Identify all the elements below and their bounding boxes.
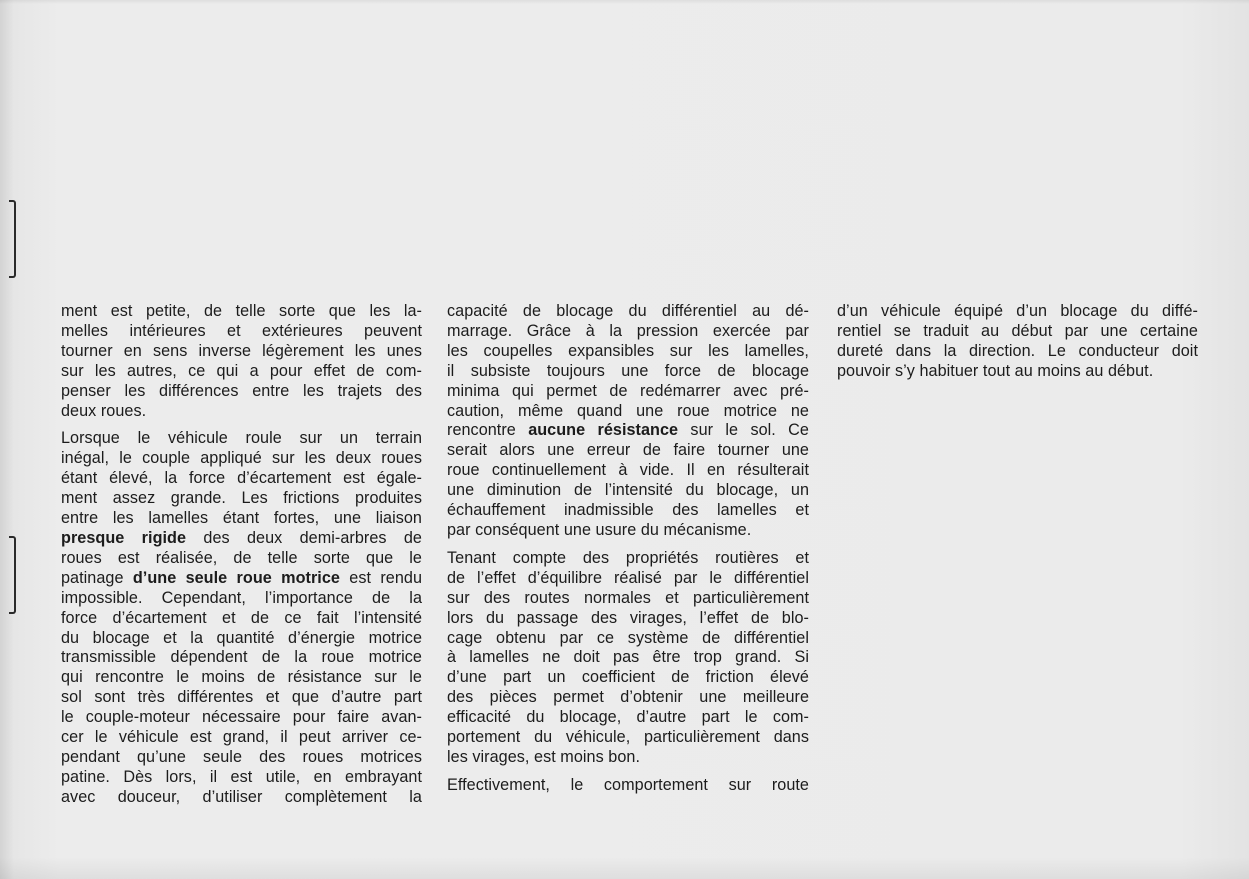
text-line bbox=[61, 728, 422, 748]
text-line bbox=[61, 322, 422, 342]
paragraph bbox=[447, 549, 809, 768]
paragraph bbox=[61, 302, 422, 421]
text-run: entre les lamelles étant fortes, une liaison bbox=[61, 509, 422, 528]
text-line bbox=[61, 589, 422, 609]
text-run: patinage bbox=[61, 568, 133, 587]
text-column-3 bbox=[837, 302, 1198, 390]
text-line bbox=[447, 322, 809, 342]
text-run: cage obtenu par ce système de différentiel bbox=[447, 628, 809, 647]
text-line bbox=[447, 402, 809, 422]
text-run: serait alors une erreur de faire tourner une bbox=[447, 441, 809, 460]
text-run: transmissible dépendent de la roue motrice bbox=[61, 648, 422, 667]
text-run: est rendu bbox=[339, 568, 423, 587]
text-run: de l’effet d’équilibre réalisé par le différentiel bbox=[447, 568, 809, 587]
text-line bbox=[447, 501, 809, 521]
text-run: sol sont très différentes et que d’autre part bbox=[61, 688, 422, 707]
text-line bbox=[447, 708, 809, 728]
text-line bbox=[447, 668, 809, 688]
text-line bbox=[447, 342, 809, 362]
text-line bbox=[837, 362, 1198, 382]
text-run: penser les différences entre les trajets des bbox=[61, 381, 422, 400]
text-line bbox=[447, 688, 809, 708]
text-line bbox=[61, 629, 422, 649]
text-line bbox=[837, 322, 1198, 342]
text-line bbox=[447, 481, 809, 501]
text-line bbox=[61, 549, 422, 569]
text-line bbox=[61, 489, 422, 509]
text-run: melles intérieures et extérieures peuvent bbox=[61, 321, 422, 340]
text-line bbox=[447, 776, 809, 796]
text-line bbox=[837, 302, 1198, 322]
text-run: des pièces permet d’obtenir une meilleure bbox=[447, 688, 809, 707]
text-run: tourner en sens inverse légèrement les unes bbox=[61, 341, 422, 360]
text-line bbox=[447, 569, 809, 589]
text-line bbox=[447, 302, 809, 322]
text-line bbox=[447, 549, 809, 569]
page-bottom-shadow bbox=[0, 857, 1249, 879]
text-run: ment est petite, de telle sorte que les la- bbox=[61, 302, 422, 320]
text-run: cer le véhicule est grand, il peut arriver ce- bbox=[61, 728, 422, 747]
text-run: Effectivement, le comportement sur route bbox=[447, 775, 809, 794]
text-run: étant élevé, la force d’écartement est égale- bbox=[61, 469, 422, 488]
text-run: avec douceur, d’utiliser complètement la bbox=[61, 787, 422, 806]
text-line bbox=[447, 748, 809, 768]
text-run: Lorsque le véhicule roule sur un terrain bbox=[61, 429, 422, 448]
text-line bbox=[61, 402, 422, 422]
text-run: force d’écartement et de ce fait l’intensité bbox=[61, 608, 422, 627]
page-top-edge bbox=[0, 0, 1249, 4]
text-run: pouvoir s’y habituer tout au moins au début. bbox=[837, 361, 1154, 380]
paragraph bbox=[61, 429, 422, 807]
text-run: du blocage et la quantité d’énergie motrice bbox=[61, 628, 422, 647]
text-line bbox=[447, 521, 809, 541]
text-run: qui rencontre le moins de résistance sur le bbox=[61, 668, 422, 687]
text-run: capacité de blocage du différentiel au dé- bbox=[447, 302, 809, 320]
bold-text-run: d’une seule roue motrice bbox=[132, 568, 340, 587]
text-run: rentiel se traduit au début par une certaine bbox=[837, 321, 1198, 340]
paragraph bbox=[837, 302, 1198, 382]
text-run: sur le sol. Ce bbox=[678, 421, 809, 440]
text-run: il subsiste toujours une force de blocage bbox=[447, 361, 809, 380]
text-run: sur des routes normales et particulièrement bbox=[447, 588, 809, 607]
text-run: impossible. Cependant, l’importance de la bbox=[61, 588, 422, 607]
text-run: efficacité du blocage, d’autre part le com- bbox=[447, 708, 809, 727]
text-line bbox=[61, 449, 422, 469]
text-line bbox=[61, 362, 422, 382]
text-run: deux roues. bbox=[61, 401, 147, 420]
bold-text-run: aucune résistance bbox=[528, 421, 679, 440]
text-run: d’une part un coefficient de friction élevé bbox=[447, 668, 809, 687]
text-line bbox=[447, 362, 809, 382]
text-line bbox=[61, 529, 422, 549]
text-line bbox=[447, 441, 809, 461]
text-line bbox=[61, 768, 422, 788]
text-run: lors du passage des virages, l’effet de blo- bbox=[447, 608, 809, 627]
text-column-2 bbox=[447, 302, 809, 804]
text-line bbox=[61, 708, 422, 728]
text-run: rencontre bbox=[447, 421, 529, 440]
text-line bbox=[447, 609, 809, 629]
text-run: échauffement inadmissible des lamelles et bbox=[447, 501, 809, 520]
paragraph bbox=[447, 302, 809, 541]
text-run: caution, même quand une roue motrice ne bbox=[447, 401, 809, 420]
text-line bbox=[447, 629, 809, 649]
text-line bbox=[61, 469, 422, 489]
text-line bbox=[61, 509, 422, 529]
text-run: sur les autres, ce qui a pour effet de com- bbox=[61, 361, 422, 380]
text-run: dureté dans la direction. Le conducteur doit bbox=[837, 341, 1198, 360]
text-line bbox=[447, 728, 809, 748]
text-line bbox=[61, 688, 422, 708]
text-run: une diminution de l’intensité du blocage, un bbox=[447, 481, 809, 500]
text-line bbox=[61, 382, 422, 402]
text-line bbox=[447, 421, 809, 441]
text-run: pendant qu’une seule des roues motrices bbox=[61, 747, 422, 766]
text-run: d’un véhicule équipé d’un blocage du diffé- bbox=[837, 302, 1198, 320]
text-line bbox=[61, 668, 422, 688]
text-line bbox=[61, 648, 422, 668]
text-run: marrage. Grâce à la pression exercée par bbox=[447, 321, 809, 340]
text-column-1 bbox=[61, 302, 422, 816]
text-run: roue continuellement à vide. Il en résulterait bbox=[447, 461, 809, 480]
text-line bbox=[61, 342, 422, 362]
text-run: par conséquent une usure du mécanisme. bbox=[447, 520, 752, 539]
text-line bbox=[447, 382, 809, 402]
text-run: Tenant compte des propriétés routières et bbox=[447, 548, 809, 567]
text-line bbox=[447, 589, 809, 609]
text-run: le couple-moteur nécessaire pour faire avan- bbox=[61, 708, 422, 727]
text-line bbox=[61, 609, 422, 629]
binding-staple-top bbox=[9, 200, 16, 278]
text-line bbox=[447, 648, 809, 668]
text-run: les coupelles expansibles sur les lamelles, bbox=[447, 341, 809, 360]
text-line bbox=[837, 342, 1198, 362]
text-line bbox=[61, 302, 422, 322]
text-line bbox=[61, 429, 422, 449]
text-run: inégal, le couple appliqué sur les deux roues bbox=[61, 449, 422, 468]
bold-text-run: presque rigide bbox=[61, 528, 187, 547]
text-run: roues est réalisée, de telle sorte que le bbox=[61, 548, 422, 567]
text-line bbox=[61, 569, 422, 589]
paragraph bbox=[447, 776, 809, 796]
text-run: portement du véhicule, particulièrement dans bbox=[447, 728, 809, 747]
text-run: patine. Dès lors, il est utile, en embrayant bbox=[61, 767, 422, 786]
text-run: les virages, est moins bon. bbox=[447, 747, 640, 766]
text-run: à lamelles ne doit pas être trop grand. Si bbox=[447, 648, 809, 667]
text-run: minima qui permet de redémarrer avec pré- bbox=[447, 381, 809, 400]
binding-staple-bottom bbox=[9, 536, 16, 614]
text-line bbox=[61, 788, 422, 808]
text-line bbox=[447, 461, 809, 481]
text-run: ment assez grande. Les frictions produites bbox=[61, 489, 422, 508]
text-line bbox=[61, 748, 422, 768]
text-run: des deux demi-arbres de bbox=[186, 528, 422, 547]
